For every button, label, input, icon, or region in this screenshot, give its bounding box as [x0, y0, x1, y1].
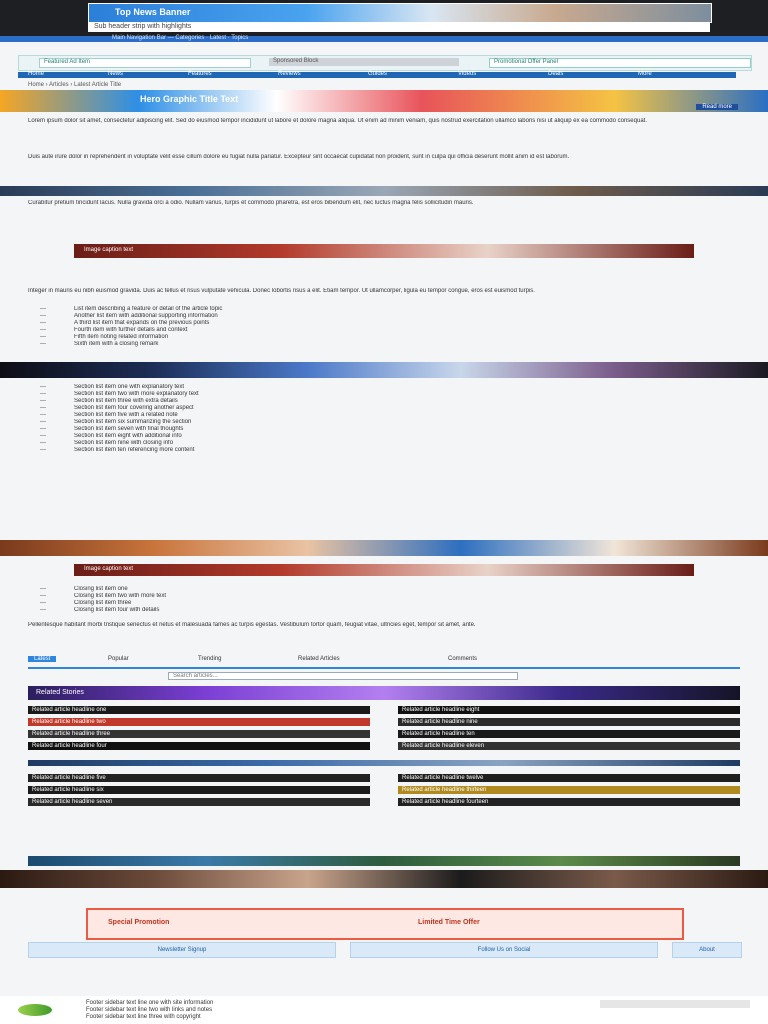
grid-link-left-3[interactable]: Related article headline three: [28, 730, 370, 738]
list-item: — Another list item with additional supporting information: [40, 313, 740, 320]
image-caption-2: Image caption text: [84, 566, 134, 572]
article-image-1: [74, 244, 694, 258]
footer-cards: [28, 942, 740, 956]
list-item: — Section list item nine with closing info: [40, 440, 740, 447]
menu-item-videos[interactable]: Videos: [458, 71, 477, 77]
hero-graphic: [0, 90, 768, 112]
main-nav[interactable]: [0, 36, 768, 42]
ad-item-2-label: Sponsored Block: [273, 58, 319, 64]
top-banner[interactable]: [88, 3, 712, 23]
bullet-list-1: [40, 306, 740, 348]
grid-link-right-7[interactable]: Related article headline fourteen: [398, 798, 740, 806]
list-item: — Section list item ten referencing more content: [40, 447, 740, 454]
promo-panel[interactable]: [86, 908, 684, 940]
footer-sidebar: [0, 996, 768, 1024]
grid-link-left-1[interactable]: Related article headline one: [28, 706, 370, 714]
list-item: — Closing list item three: [40, 600, 740, 607]
list-item: — Fifth item noting related information: [40, 334, 740, 341]
hero-title: Hero Graphic Title Text: [140, 94, 239, 104]
menu-item-more[interactable]: More: [638, 71, 652, 77]
site-header: [0, 0, 768, 36]
promo-right-text: Limited Time Offer: [418, 919, 480, 926]
menu-item-news[interactable]: News: [108, 71, 124, 77]
breadcrumb[interactable]: Home › Articles › Latest Article Title: [28, 82, 122, 88]
image-strip-1: [0, 186, 768, 196]
promo-left-text: Special Promotion: [108, 919, 170, 926]
footer-box: [600, 1000, 750, 1008]
list-item: — Section list item four covering another aspect: [40, 405, 740, 412]
list-item: — Sixth item with a closing remark: [40, 341, 740, 348]
ad-item-1[interactable]: [39, 58, 251, 68]
tab-trending[interactable]: Trending: [198, 656, 222, 662]
list-item: — Closing list item two with more text: [40, 593, 740, 600]
list-item: — Section list item seven with final thoughts: [40, 426, 740, 433]
menu-item-reviews[interactable]: Reviews: [278, 71, 301, 77]
article-paragraph-3: Curabitur pretium tincidunt lacus. Nulla gravida orci a odio. Nullam varius, turpis et commodo pharetra, est eros bibendum elit, nec luctus magna felis sollicitudin mauris.: [28, 200, 474, 206]
grid-link-right-2[interactable]: Related article headline nine: [398, 718, 740, 726]
grid-link-right-6[interactable]: Related article headline thirteen: [398, 786, 740, 794]
list-item: — Section list item eight with additional info: [40, 433, 740, 440]
article-paragraph-1: Lorem ipsum dolor sit amet, consectetur adipiscing elit. Sed do eiusmod tempor incididunt ut labore et dolore magna aliqua. Ut enim ad minim veniam, quis nostrud exercitation ullamco laboris nisi ut aliquip ex ea commodo consequat.: [28, 118, 647, 124]
tab-popular[interactable]: Popular: [108, 656, 129, 662]
nav-text[interactable]: Main Navigation Bar — Categories · Latest · Topics: [112, 35, 249, 41]
footer-card-social[interactable]: Follow Us on Social: [350, 942, 658, 958]
list-item: — List item describing a feature or detail of the article topic: [40, 306, 740, 313]
footer-text-line-3: Footer sidebar text line three with copyright: [86, 1014, 201, 1020]
list-item: — A third list item that expands on the previous points: [40, 320, 740, 327]
related-banner-title: Related Stories: [36, 689, 84, 696]
ad-item-2[interactable]: [269, 58, 459, 66]
menu-item-features[interactable]: Features: [188, 71, 212, 77]
article-paragraph-4: Integer in mauris eu nibh euismod gravida. Duis ac tellus et risus vulputate vehicula. Donec lobortis risus a elit. Etiam tempor. Ut ullamcorper, ligula eu tempor congue, eros est euismod turpis.: [28, 288, 535, 294]
ad-item-3[interactable]: [489, 58, 751, 68]
list-item: — Section list item two with more explanatory text: [40, 391, 740, 398]
menu-item-guides[interactable]: Guides: [368, 71, 388, 77]
list-item: — Closing list item one: [40, 586, 740, 593]
list-item: — Section list item five with a related note: [40, 412, 740, 419]
menu-bar: [18, 72, 736, 78]
grid-link-right-3[interactable]: Related article headline ten: [398, 730, 740, 738]
related-banner: [28, 686, 740, 700]
bullet-list-3: [40, 586, 740, 614]
footer-card-newsletter[interactable]: Newsletter Signup: [28, 942, 336, 958]
bullet-list-2: [40, 384, 740, 454]
grid-link-right-5[interactable]: Related article headline twelve: [398, 774, 740, 782]
grid-link-left-2[interactable]: Related article headline two: [28, 718, 370, 726]
image-caption-1: Image caption text: [84, 247, 134, 253]
leaf-logo-icon: [18, 1004, 52, 1016]
grid-link-left-6[interactable]: Related article headline six: [28, 786, 370, 794]
tab-comments[interactable]: Comments: [448, 656, 478, 662]
hero-read-more-button[interactable]: Read more: [696, 104, 738, 110]
grid-link-left-7[interactable]: Related article headline seven: [28, 798, 370, 806]
tab-related[interactable]: Related Articles: [298, 656, 340, 662]
list-item: — Closing list item four with details: [40, 607, 740, 614]
list-item: — Fourth item with further details and context: [40, 327, 740, 334]
list-item: — Section list item three with extra details: [40, 398, 740, 405]
grid-divider: [28, 760, 740, 766]
article-image-2: [74, 564, 694, 576]
image-strip-4: [28, 856, 740, 866]
list-item: — Section list item six summarizing the section: [40, 419, 740, 426]
search-row: [28, 672, 740, 682]
search-input[interactable]: [168, 672, 518, 680]
image-strip-3: [0, 540, 768, 556]
footer-text: [86, 1000, 213, 1021]
menu-item-home[interactable]: Home: [28, 71, 45, 77]
article-paragraph-5: Pellentesque habitant morbi tristique senectus et netus et malesuada fames ac turpis egestas. Vestibulum tortor quam, feugiat vitae, ultricies eget, tempor sit amet, ante.: [28, 622, 476, 628]
menu-item-deals[interactable]: Deals: [548, 71, 564, 77]
image-strip-5: [0, 870, 768, 888]
ad-item-1-label: Featured Ad Item: [44, 59, 91, 65]
tab-latest[interactable]: Latest: [28, 656, 56, 662]
ad-item-3-label: Promotional Offer Panel: [494, 59, 558, 65]
grid-link-left-4[interactable]: Related article headline four: [28, 742, 370, 750]
footer-text-line-1: Footer sidebar text line one with site information: [86, 1000, 214, 1006]
grid-link-left-5[interactable]: Related article headline five: [28, 774, 370, 782]
footer-text-line-2: Footer sidebar text line two with links and notes: [86, 1007, 213, 1013]
content-tabs: [28, 655, 740, 669]
image-strip-2: [0, 362, 768, 378]
sub-header: [88, 22, 710, 32]
ad-strip[interactable]: [18, 55, 752, 71]
banner-text: Top News Banner: [115, 7, 191, 17]
sub-header-text: Sub header strip with highlights: [94, 23, 192, 30]
grid-link-right-4[interactable]: Related article headline eleven: [398, 742, 740, 750]
grid-link-right-1[interactable]: Related article headline eight: [398, 706, 740, 714]
list-item: — Section list item one with explanatory text: [40, 384, 740, 391]
article-paragraph-2: Duis aute irure dolor in reprehenderit in voluptate velit esse cillum dolore eu fugiat nulla pariatur. Excepteur sint occaecat cupidatat non proident, sunt in culpa qui officia deserunt mollit anim id est laborum.: [28, 154, 570, 160]
footer-card-about[interactable]: About: [672, 942, 742, 958]
